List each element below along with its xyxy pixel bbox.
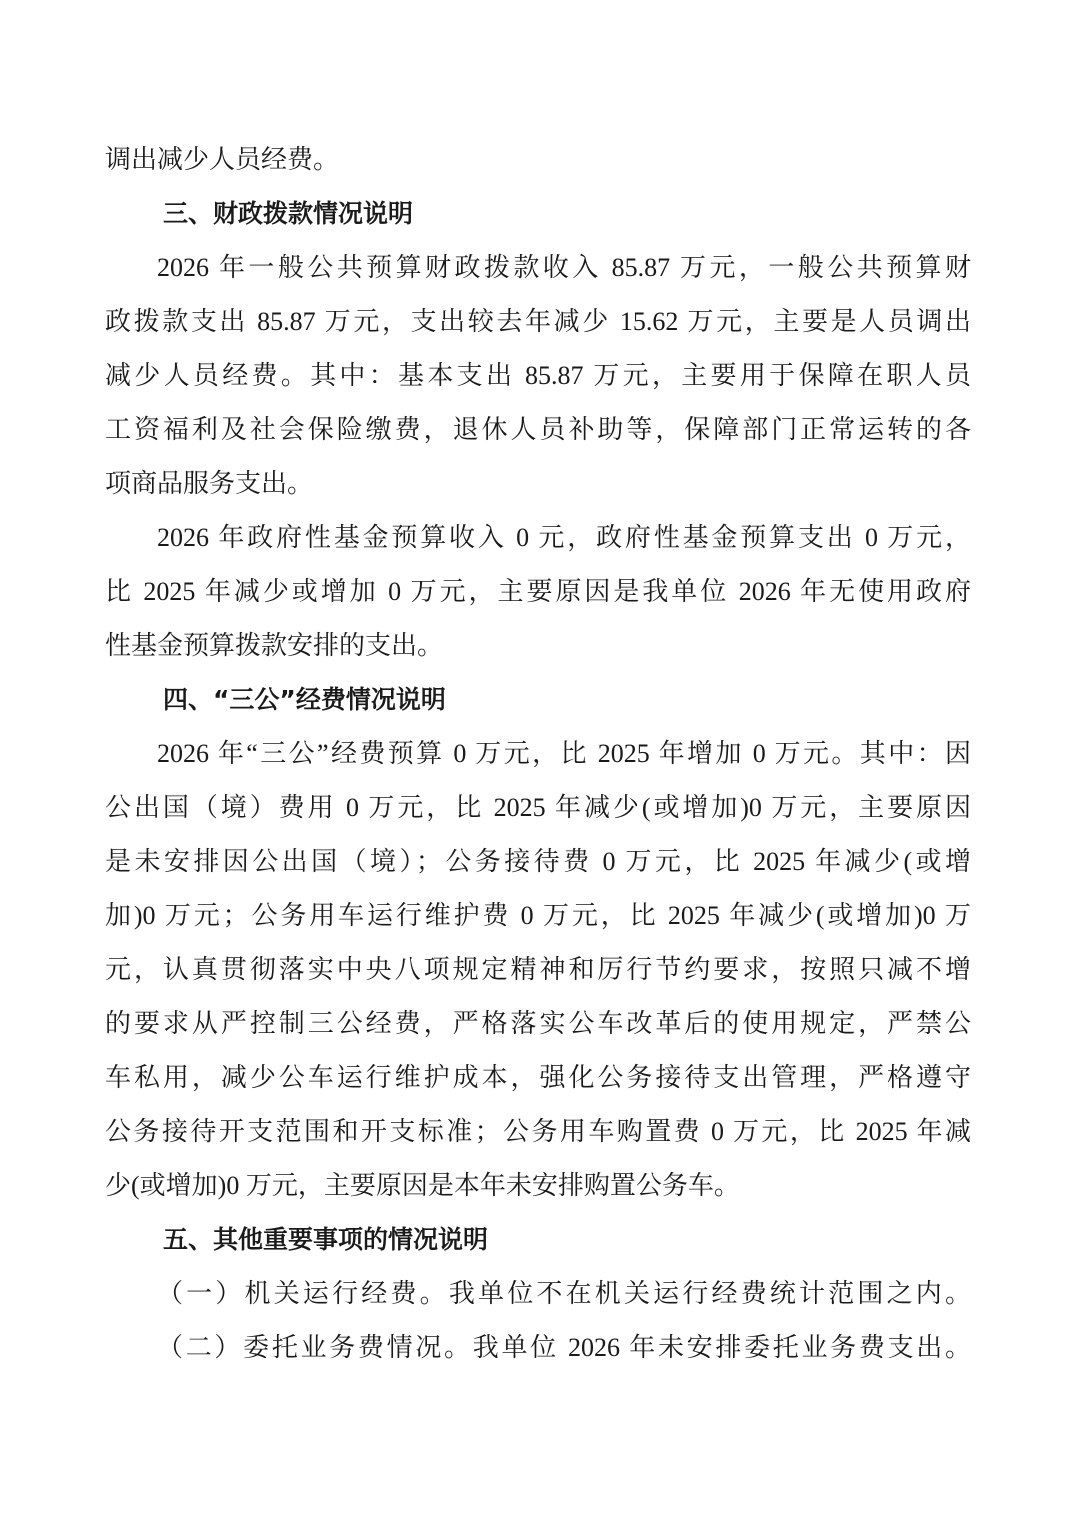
paragraph-line: 公务接待开支范围和开支标准；公务用车购置费 0 万元，比 2025 年减	[105, 1117, 971, 1146]
paragraph-line: （一）机关运行经费。我单位不在机关运行经费统计范围之内。	[157, 1279, 971, 1308]
paragraph-line: 公出国（境）费用 0 万元，比 2025 年减少(或增加)0 万元，主要原因	[105, 793, 971, 822]
paragraph-line: 2026 年“三公”经费预算 0 万元，比 2025 年增加 0 万元。其中：因	[157, 739, 971, 768]
paragraph-line: 元，认真贯彻落实中央八项规定精神和厉行节约要求，按照只减不增	[105, 955, 971, 984]
section-heading-5: 五、其他重要事项的情况说明	[163, 1225, 489, 1254]
paragraph-line: 政拨款支出 85.87 万元，支出较去年减少 15.62 万元，主要是人员调出	[105, 307, 971, 336]
paragraph-line: 2026 年一般公共预算财政拨款收入 85.87 万元，一般公共预算财	[157, 253, 971, 282]
paragraph-line: 少(或增加)0 万元，主要原因是本年未安排购置公务车。	[105, 1171, 740, 1200]
section-heading-3: 三、财政拨款情况说明	[163, 199, 414, 228]
paragraph-line: 工资福利及社会保险缴费，退休人员补助等，保障部门正常运转的各	[105, 415, 971, 444]
paragraph-line: 调出减少人员经费。	[105, 145, 340, 174]
section-heading-4: 四、“三公”经费情况说明	[163, 685, 446, 714]
paragraph-line: 比 2025 年减少或增加 0 万元，主要原因是我单位 2026 年无使用政府	[105, 577, 971, 606]
document-page	[105, 140, 971, 1382]
paragraph-line: （二）委托业务费情况。我单位 2026 年未安排委托业务费支出。	[157, 1333, 971, 1362]
paragraph-line: 车私用，减少公车运行维护成本，强化公务接待支出管理，严格遵守	[105, 1063, 971, 1092]
paragraph-line: 项商品服务支出。	[105, 469, 314, 498]
paragraph-line: 2026 年政府性基金预算收入 0 元，政府性基金预算支出 0 万元，	[157, 523, 971, 552]
paragraph-line: 性基金预算拨款安排的支出。	[105, 631, 444, 660]
paragraph-line: 减少人员经费。其中：基本支出 85.87 万元，主要用于保障在职人员	[105, 361, 971, 390]
paragraph-line: 加)0 万元；公务用车运行维护费 0 万元，比 2025 年减少(或增加)0 万	[105, 901, 971, 930]
paragraph-line: 是未安排因公出国（境）；公务接待费 0 万元，比 2025 年减少(或增	[105, 847, 971, 876]
paragraph-line: 的要求从严控制三公经费，严格落实公车改革后的使用规定，严禁公	[105, 1009, 971, 1038]
